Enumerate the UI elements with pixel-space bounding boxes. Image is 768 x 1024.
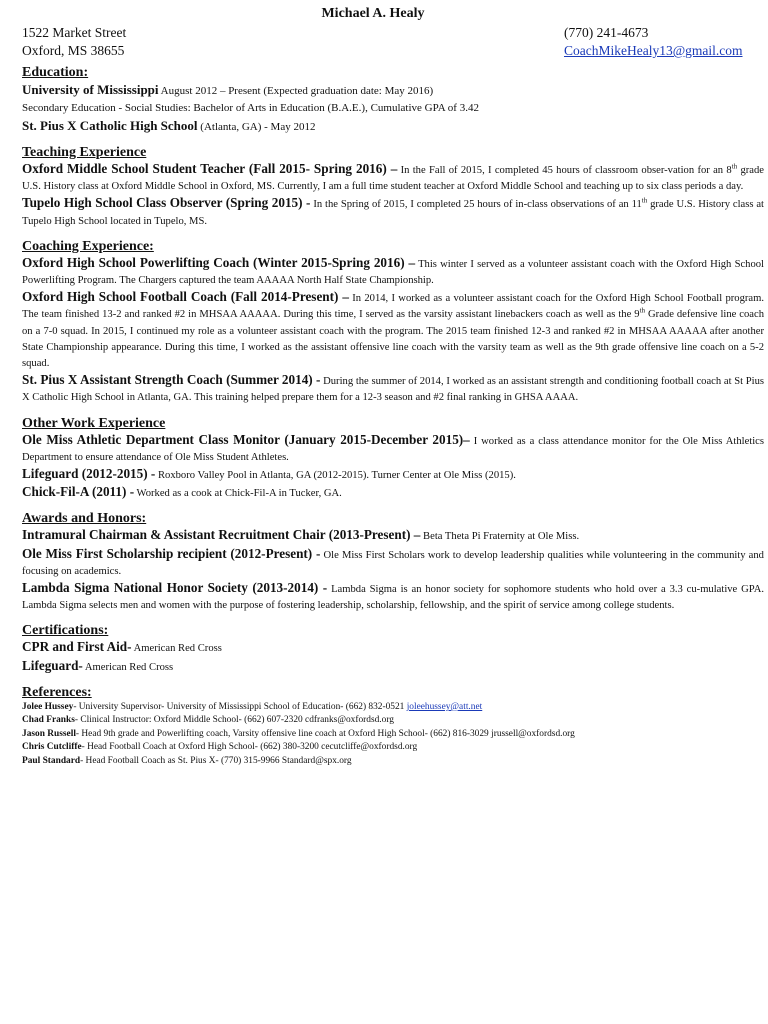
reference-email-link[interactable]: joleehussey@att.net [406,701,483,712]
reference-name: Chad Franks [22,715,75,726]
education-heading: Education: [22,65,89,80]
reference-name: Paul Standard [22,755,81,766]
entry-text: In the Spring of 2015, I completed 25 hours of in-class observations of an 11 [310,199,642,211]
reference-2 [22,714,764,728]
entry-heading: Oxford Middle School Student Teacher (Fall 2015- Spring 2016) – [22,161,398,176]
cert-entry-1 [22,639,764,657]
reference-name: Jason Russell [22,728,76,739]
certifications-heading: Certifications: [22,623,109,639]
awards-entry-1 [22,527,764,545]
school-name: University of Mississippi [22,82,159,97]
reference-text: - University Supervisor- University of Mississippi School of Education- (662) 832-0521 [73,701,407,712]
reference-name: Chris Cutcliffe [22,742,82,753]
entry-heading: Oxford High School Powerlifting Coach (Winter 2015-Spring 2016) – [22,254,416,270]
entry-text: Worked as a cook at Chick-Fil-A in Tucker, GA. [134,488,342,500]
reference-5 [22,755,764,769]
entry-heading: Tupelo High School Class Observer (Spring 2015) - [22,195,311,211]
work-entry-2 [22,466,764,484]
entry-text: American Red Cross [131,643,222,655]
reference-text: - Head Football Coach as St. Pius X- (770) 315-9966 Standard@spx.org [80,755,352,766]
superscript: th [639,306,646,315]
education-school-1 [22,81,764,100]
entry-heading: Lifeguard- [22,657,83,673]
entry-heading: St. Pius X Assistant Strength Coach (Summer 2014) - [22,372,321,388]
entry-text: I worked as a class attendance monitor for the Ole Miss Athletics Department to ensure attendance of Ole Miss Student Athletes. [22,435,764,463]
coaching-entry-3 [22,372,764,406]
awards-entry-2 [22,546,764,580]
references-heading: References: [22,684,92,700]
entry-heading: Oxford High School Football Coach (Fall 2014-Present) – [22,289,349,305]
entry-heading: Intramural Chairman & Assistant Recruitment Chair (2013-Present) – [22,527,421,543]
entry-heading: CPR and First Aid- [22,639,132,655]
entry-text: American Red Cross [82,661,174,673]
entry-text: grade U.S. History class at Tupelo High School located in Tupelo, MS. [22,199,764,227]
entry-text: During the summer of 2014, I worked as an assistant strength and conditioning football coach at St Pius X Catholic High School in Atlanta, GA. This training helped prepare them for a 12-3 season and #2 final ranking in GHSA AAAA. [22,376,764,404]
reference-1 [22,701,764,715]
awards-heading: Awards and Honors: [22,511,147,527]
teaching-entry-1 [22,161,764,195]
entry-text: Roxboro Valley Pool in Atlanta, GA (2012-2015). Turner Center at Ole Miss (2015). [155,470,516,482]
entry-heading: Lifeguard (2012-2015) - [22,466,156,482]
entry-text: grade U.S. History class at Oxford Middle School in Oxford, MS. Currently, I am a full time student teacher at Oxford Middle School and teaching up to six class periods a day. [22,165,764,193]
entry-heading: Chick-Fil-A (2011) - [22,484,135,500]
superscript: th [641,196,648,205]
reference-name: Jolee Hussey [22,701,74,712]
contact-row-2 [22,42,764,60]
entry-text: In the Fall of 2015, I completed 45 hours of classroom obser-vation for an 8 [397,165,732,176]
entry-text: Grade defensive line coach on a 7-0 squad. In 2015, I continued my role as a volunteer assistant coach with the program. The 2015 team finished 12-3 and ranked #2 in MHSAA AAAAA after another State Championship appearance. During this time, I worked as the assistant offensive line coach with the varsity team as well as the 9th grade offensive line coach on a 5-2 squad. [22,309,765,370]
coaching-entry-1 [22,255,764,289]
street-address: 1522 Market Street [22,25,127,40]
education-degree: Secondary Education - Social Studies: Bachelor of Arts in Education (B.A.E.), Cumulative GPA of 3.42 [22,102,479,114]
email-link[interactable]: CoachMikeHealy13@gmail.com [564,43,743,58]
resume-page [22,4,764,768]
awards-entry-3 [22,580,764,614]
contact-row-1 [22,24,764,42]
reference-text: - Clinical Instructor: Oxford Middle School- (662) 607-2320 cdfranks@oxfordsd.org [74,715,394,726]
applicant-name: Michael A. Healy [321,6,425,21]
entry-heading: Ole Miss First Scholarship recipient (2012-Present) - [22,545,321,561]
superscript: th [731,162,738,171]
entry-text: Lambda Sigma is an honor society for sophomore students who hold over a 3.3 cu-mulative GPA. Lambda Sigma selects men and women with the purpose of fostering leadership, scholarship, fellowship, and the spirit of service among college students. [22,584,764,612]
phone-number: (770) 241-4673 [564,25,649,40]
reference-text: - Head 9th grade and Powerlifting coach, Varsity offensive line coach at Oxford High School- (662) 816-3029 jrussell@oxfordsd.org [75,728,575,739]
entry-text: Beta Theta Pi Fraternity at Ole Miss. [420,531,580,543]
reference-3 [22,728,764,742]
coaching-heading: Coaching Experience: [22,238,154,254]
teaching-heading: Teaching Experience [22,145,147,160]
reference-text: - Head Football Coach at Oxford High School- (662) 380-3200 cecutcliffe@oxfordsd.org [81,742,418,753]
cert-entry-2 [22,658,764,676]
teaching-entry-2 [22,195,764,229]
city-state-zip: Oxford, MS 38655 [22,43,125,58]
entry-text: In 2014, I worked as a volunteer assistant coach for the Oxford High School Football program. The team finished 13-2 and ranked #2 in MHSAA AAAAA. During this time, I served as the varsity assistant linebackers coach as well as the 9 [22,293,764,321]
work-heading: Other Work Experience [22,415,166,431]
work-entry-3 [22,484,764,502]
education-school-2 [22,117,764,136]
school-detail: (Atlanta, GA) - May 2012 [197,121,316,133]
school-dates: August 2012 – Present (Expected graduation date: May 2016) [158,85,434,97]
entry-text: Ole Miss First Scholars work to develop leadership qualities while volunteering in the community and focusing on academics. [22,549,764,577]
entry-heading: Ole Miss Athletic Department Class Monitor (January 2015-December 2015)– [22,431,470,447]
school-name: St. Pius X Catholic High School [22,118,198,133]
entry-text: This winter I served as a volunteer assistant coach with the Oxford High School Powerlifting Program. The Chargers captured the team AAAAA North Half State Championship. [22,258,764,287]
reference-4 [22,741,764,755]
coaching-entry-2 [22,289,764,372]
work-entry-1 [22,432,764,466]
entry-heading: Lambda Sigma National Honor Society (2013-2014) - [22,580,328,596]
